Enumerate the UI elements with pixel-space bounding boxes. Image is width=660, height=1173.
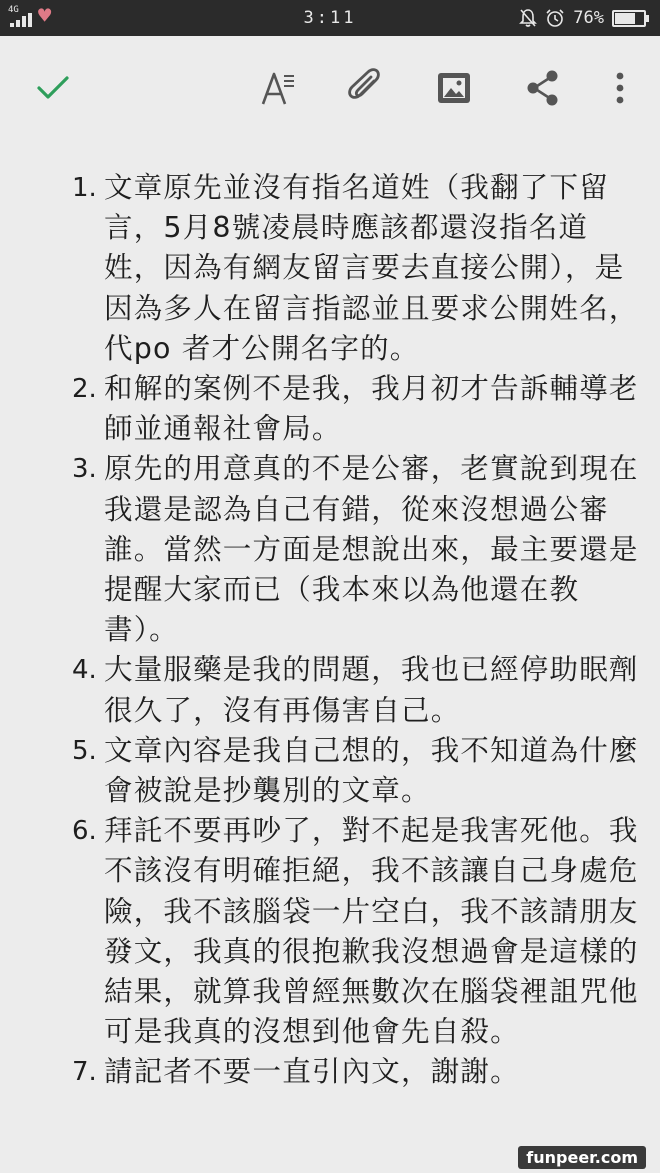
- list-item: [72, 811, 642, 1052]
- done-button[interactable]: [31, 66, 75, 110]
- list-item: [72, 168, 642, 369]
- list-number: 6.: [72, 816, 97, 847]
- insert-image-button[interactable]: [432, 66, 476, 110]
- text-format-icon: [260, 68, 298, 108]
- check-icon: [36, 74, 70, 102]
- image-icon: [436, 71, 472, 105]
- list-number: 2.: [72, 374, 97, 405]
- alarm-icon: [545, 8, 565, 28]
- site-watermark: funpeer.com: [518, 1146, 646, 1169]
- list-number: 5.: [72, 735, 97, 766]
- list-item: [72, 650, 642, 730]
- attachment-icon: [347, 68, 385, 108]
- share-icon: [525, 70, 559, 106]
- battery-percent: 76%: [573, 8, 604, 28]
- status-right: [519, 5, 646, 31]
- list-item: [72, 369, 642, 449]
- network-type: 4G: [8, 5, 19, 15]
- list-text: 大量服藥是我的問題，我也已經停助眠劑很久了，沒有再傷害自己。: [104, 653, 639, 727]
- list-item: [72, 731, 642, 811]
- list-text: 文章原先並沒有指名道姓（我翻了下留言，5月8號凌晨時應該都還沒指名道姓，因為有網友留言要去直接公開），是因為多人在留言指認並且要求公開姓名，代po 者才公開名字的。: [104, 171, 639, 365]
- more-options-button[interactable]: [598, 66, 642, 110]
- list-text: 請記者不要一直引內文，謝謝。: [104, 1055, 520, 1089]
- list-text: 拜託不要再吵了，對不起是我害死他。我不該沒有明確拒絕，我不該讓自己身處危險，我不該腦袋一片空白，我不該請朋友發文，我真的很抱歉我沒想過會是這樣的結果，就算我曾經無數次在腦袋裡詛咒他可是我真的沒想到他會先自殺。: [104, 814, 639, 1049]
- text-format-button[interactable]: [257, 66, 301, 110]
- broken-heart-icon: ♥: [38, 4, 52, 29]
- list-item: [72, 1052, 642, 1092]
- list-number: 4.: [72, 655, 97, 686]
- status-bar: [0, 0, 660, 36]
- clock: 3:11: [303, 8, 357, 28]
- more-icon: [615, 71, 625, 105]
- list-text: 文章內容是我自己想的，我不知道為什麼會被說是抄襲別的文章。: [104, 733, 639, 808]
- list-number: 7.: [72, 1057, 97, 1088]
- battery-icon: [612, 10, 646, 27]
- editor-toolbar: [0, 36, 660, 142]
- list-text: 原先的用意真的不是公審，老實說到現在我還是認為自己有錯，從來沒想過公審誰。當然一方面是想說出來，最主要還是提醒大家而已（我本來以為他還在教書）。: [104, 452, 639, 647]
- list-item: [72, 449, 642, 650]
- share-button[interactable]: [520, 66, 564, 110]
- list-number: 1.: [72, 173, 97, 203]
- list-text: 和解的案例不是我，我月初才告訴輔導老師並通報社會局。: [104, 372, 639, 446]
- note-body[interactable]: [72, 168, 642, 1093]
- bell-off-icon: [519, 8, 537, 28]
- attach-button[interactable]: [344, 66, 388, 110]
- list-number: 3.: [72, 454, 97, 485]
- battery-level-fill: [615, 13, 635, 24]
